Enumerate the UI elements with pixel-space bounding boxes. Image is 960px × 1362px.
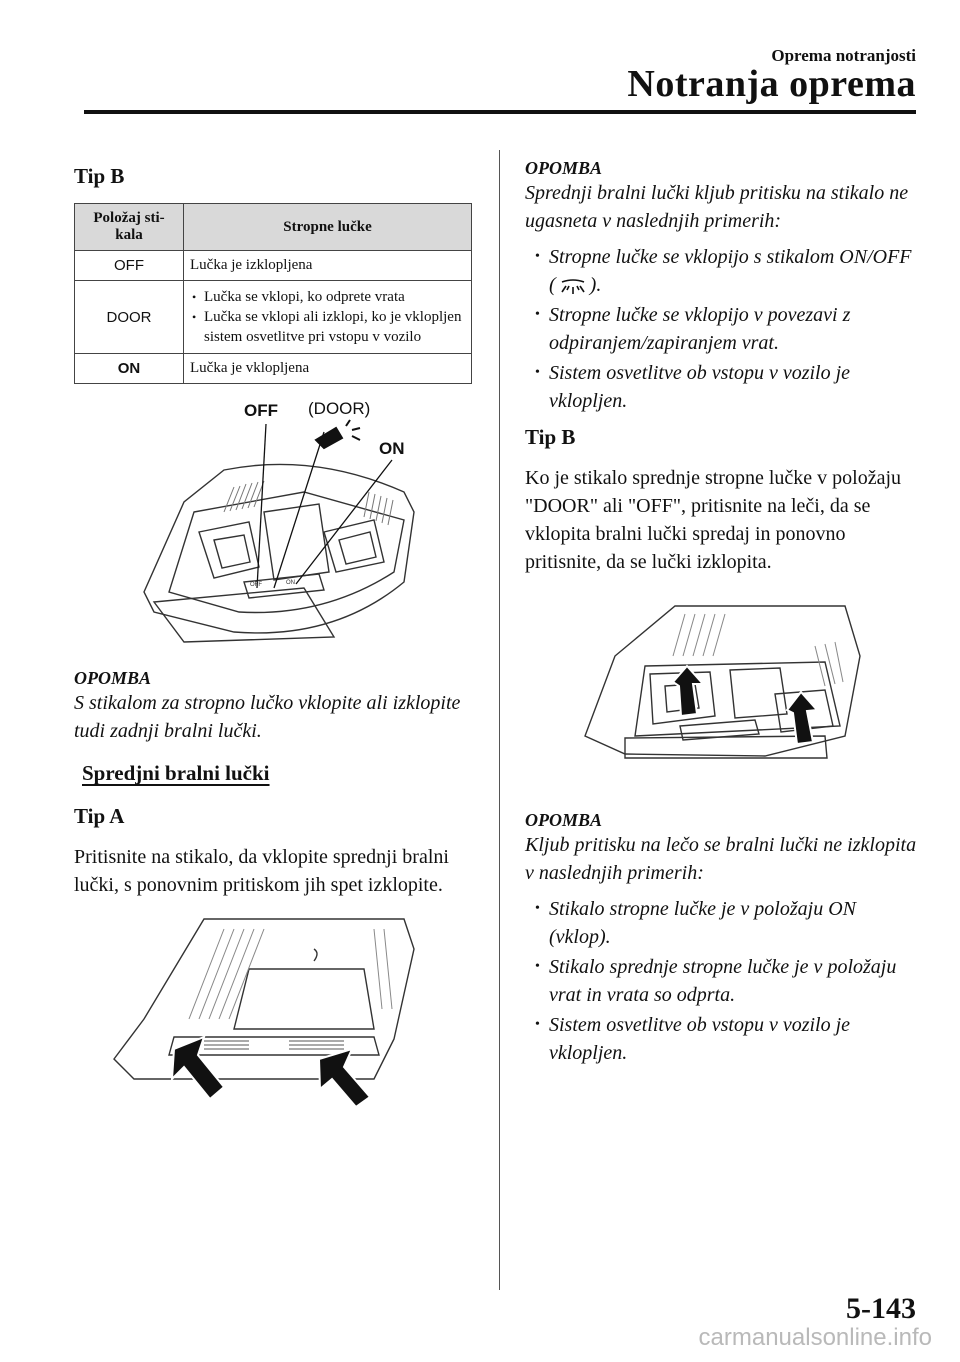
column-divider — [499, 150, 500, 1290]
list-item: • Lučka se vklopi, ko odprete vrata — [190, 287, 465, 307]
figure-label-door: (DOOR) — [308, 399, 371, 418]
note-title: OPOMBA — [525, 158, 603, 178]
list-item: • Stikalo stropne lučke je v položaju ON (vklop). — [535, 895, 920, 951]
figure-label-on: ON — [379, 439, 405, 458]
press-arrow-icon — [319, 1049, 370, 1107]
tip-a-figure — [74, 909, 472, 1109]
tip-a-text: Pritisnite na stikalo, da vklopite sprednji bralni lučki, s ponovnim pritiskom jih spet izklopite. — [74, 846, 449, 896]
position-off: OFF — [75, 251, 184, 281]
page-number: 5-143 — [846, 1292, 916, 1325]
right-column — [525, 158, 920, 1077]
note-1 — [74, 668, 472, 745]
watermark: carmanualsonline.info — [698, 1324, 932, 1351]
list-item: • Sistem osvetlitve ob vstopu v vozilo je vklopljen. — [535, 359, 920, 415]
note-title: OPOMBA — [74, 668, 152, 688]
row-desc: Lučka je izklopljena — [184, 251, 472, 281]
table-header-position: Položaj sti-kala — [75, 204, 184, 251]
table-row — [75, 354, 472, 384]
table-row — [75, 281, 472, 354]
press-arrow-icon — [172, 1037, 224, 1099]
switch-label-on: ON — [286, 580, 295, 586]
tip-b-text: Ko je stikalo sprednje stropne lučke v položaju "DOOR" ali "OFF", pritisnite na leči, da se vklopita bralni lučki spredaj in ponovno pritisnite, da se lučki izklopita. — [525, 467, 902, 573]
switch-label-off: OFF — [250, 582, 262, 588]
header-subtitle: Oprema notranjosti — [771, 46, 916, 65]
page-title: Notranja oprema — [627, 63, 916, 105]
row-desc — [184, 281, 472, 354]
section-heading: Spredjni bralni lučki — [82, 761, 270, 785]
list-item: • Stikalo sprednje stropne lučke je v položaju vrat in vrata so odprta. — [535, 953, 920, 1009]
tip-b-figure — [525, 586, 920, 776]
tip-b-heading: Tip B — [74, 164, 125, 188]
left-column — [74, 158, 472, 1109]
row-desc: Lučka je vklopljena — [184, 354, 472, 384]
list-item: • Lučka se vklopi ali izklopi, ko je vklopljen sistem osvetlitve pri vstopu v vozilo — [190, 307, 465, 347]
list-item: • Sistem osvetlitve ob vstopu v vozilo je vklopljen. — [535, 1011, 920, 1067]
header-rule — [84, 110, 916, 114]
tip-b-heading-right: Tip B — [525, 425, 576, 449]
switch-position-table — [74, 203, 472, 384]
list-item: • Stropne lučke se vklopijo v povezavi z odpiranjem/zapiranjem vrat. — [535, 301, 920, 357]
overhead-console-figure — [74, 392, 472, 654]
note-text: Kljub pritisku na lečo se bralni lučki ne izklopita v naslednjih primerih: — [525, 834, 917, 884]
note-title: OPOMBA — [525, 810, 603, 830]
note-2 — [525, 158, 920, 415]
note-3 — [525, 810, 920, 1067]
note-text: Sprednji bralni lučki kljub pritisku na stikalo ne ugasneta v naslednjih primerih: — [525, 182, 909, 232]
dome-light-icon — [316, 420, 360, 448]
position-on: ON — [75, 354, 184, 384]
note-text: S stikalom za stropno lučko vklopite ali izklopite tudi zadnji bralni lučki. — [74, 692, 461, 742]
dome-light-icon — [556, 276, 590, 296]
table-header-lights: Stropne lučke — [184, 204, 472, 251]
figure-label-off: OFF — [244, 401, 278, 420]
table-row — [75, 251, 472, 281]
tip-a-heading: Tip A — [74, 804, 125, 828]
list-item: • Stropne lučke se vklopijo s stikalom ON/OFF ( ). — [535, 243, 920, 299]
position-door: DOOR — [75, 281, 184, 354]
